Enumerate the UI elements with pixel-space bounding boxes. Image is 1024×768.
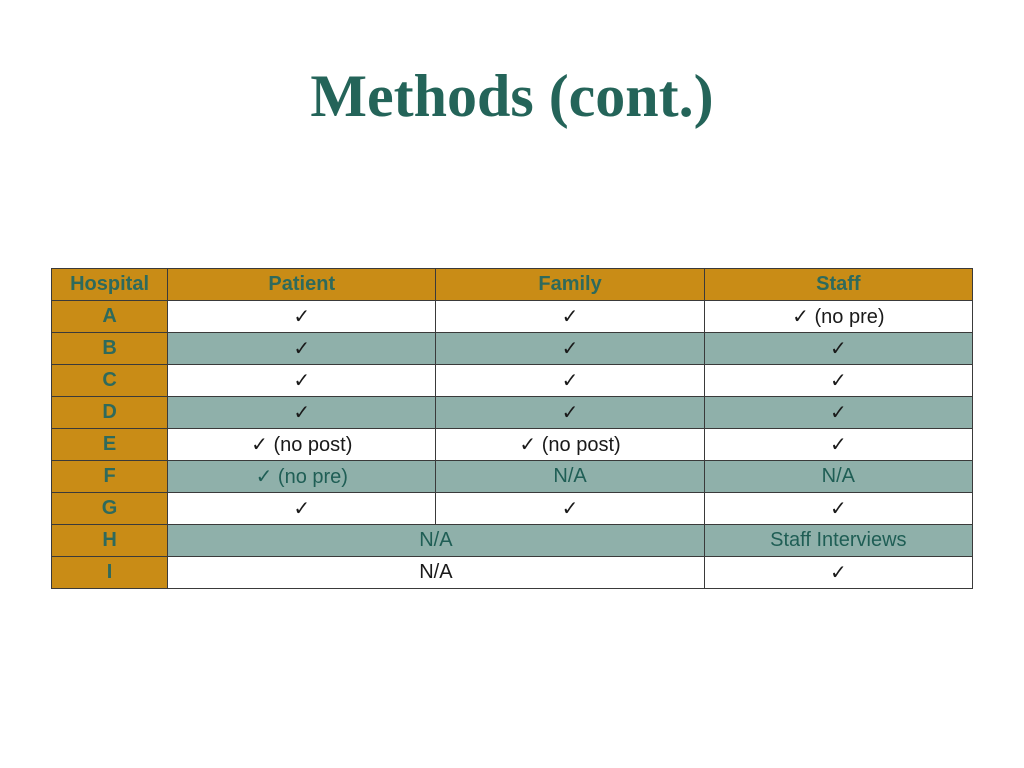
family-cell: ✓ bbox=[436, 397, 704, 429]
slide-title: Methods (cont.) bbox=[310, 63, 714, 129]
staff-cell: N/A bbox=[704, 461, 972, 493]
header-patient: Patient bbox=[168, 269, 436, 301]
hospital-cell: I bbox=[52, 557, 168, 589]
patient-family-cell: N/A bbox=[168, 525, 705, 557]
family-cell: ✓ bbox=[436, 493, 704, 525]
patient-cell: ✓ (no post) bbox=[168, 429, 436, 461]
hospital-cell: G bbox=[52, 493, 168, 525]
staff-cell: ✓ (no pre) bbox=[704, 301, 972, 333]
staff-cell: ✓ bbox=[704, 557, 972, 589]
table-row bbox=[52, 525, 973, 557]
table-row bbox=[52, 557, 973, 589]
hospital-cell: B bbox=[52, 333, 168, 365]
table-row bbox=[52, 429, 973, 461]
patient-cell: ✓ bbox=[168, 333, 436, 365]
family-cell: ✓ bbox=[436, 301, 704, 333]
header-hospital: Hospital bbox=[52, 269, 168, 301]
hospital-cell: A bbox=[52, 301, 168, 333]
family-cell: ✓ bbox=[436, 365, 704, 397]
hospital-cell: H bbox=[52, 525, 168, 557]
patient-cell: ✓ bbox=[168, 397, 436, 429]
methods-table bbox=[51, 268, 973, 589]
family-cell: N/A bbox=[436, 461, 704, 493]
header-staff: Staff bbox=[704, 269, 972, 301]
patient-family-cell: N/A bbox=[168, 557, 705, 589]
staff-cell: ✓ bbox=[704, 493, 972, 525]
table-row bbox=[52, 301, 973, 333]
hospital-cell: F bbox=[52, 461, 168, 493]
patient-cell: ✓ bbox=[168, 301, 436, 333]
family-cell: ✓ bbox=[436, 333, 704, 365]
patient-cell: ✓ (no pre) bbox=[168, 461, 436, 493]
staff-cell: ✓ bbox=[704, 397, 972, 429]
family-cell: ✓ (no post) bbox=[436, 429, 704, 461]
staff-cell: ✓ bbox=[704, 333, 972, 365]
table-row bbox=[52, 493, 973, 525]
table-row bbox=[52, 365, 973, 397]
staff-cell: ✓ bbox=[704, 365, 972, 397]
hospital-cell: E bbox=[52, 429, 168, 461]
staff-cell: ✓ bbox=[704, 429, 972, 461]
hospital-cell: C bbox=[52, 365, 168, 397]
patient-cell: ✓ bbox=[168, 493, 436, 525]
header-family: Family bbox=[436, 269, 704, 301]
table-row bbox=[52, 461, 973, 493]
staff-cell: Staff Interviews bbox=[704, 525, 972, 557]
hospital-cell: D bbox=[52, 397, 168, 429]
table-row bbox=[52, 397, 973, 429]
table-header-row bbox=[52, 269, 973, 301]
table-row bbox=[52, 333, 973, 365]
patient-cell: ✓ bbox=[168, 365, 436, 397]
